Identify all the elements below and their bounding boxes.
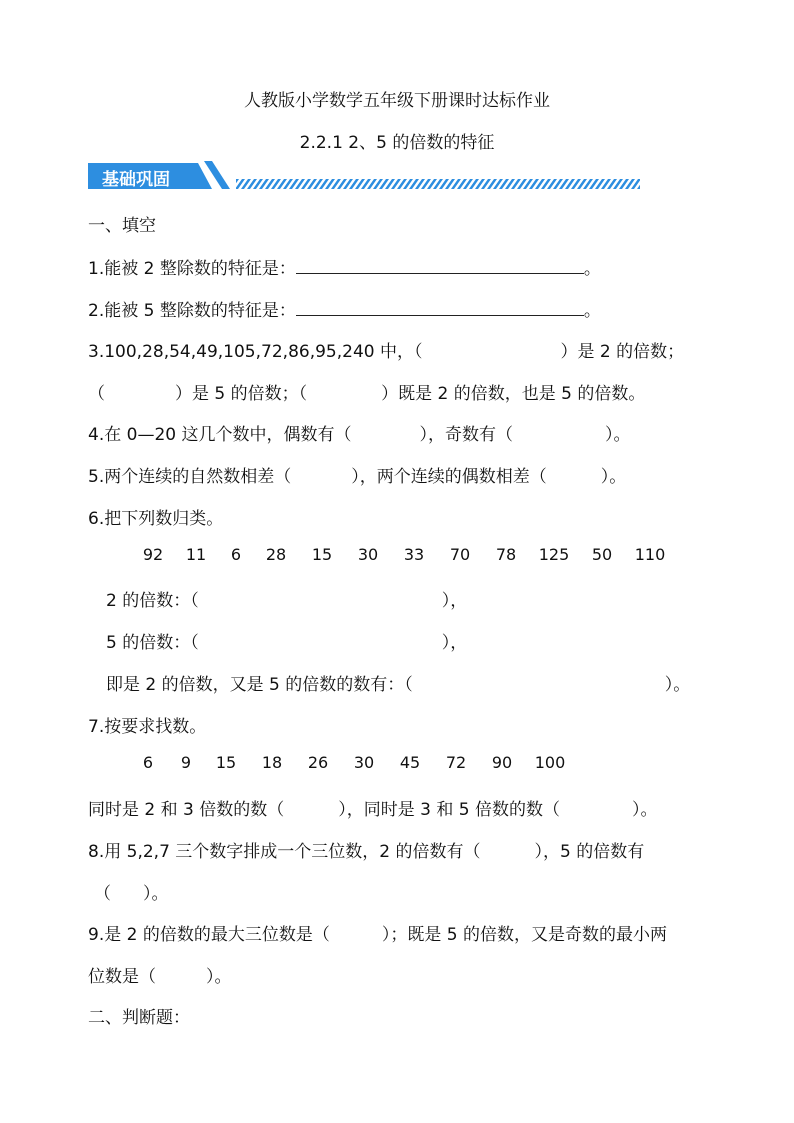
- q6-number: 50: [591, 545, 613, 564]
- q8-part-d: ）。: [143, 884, 169, 904]
- question-9-line2: [88, 962, 232, 987]
- q6-number: 125: [538, 545, 570, 564]
- question-5: [88, 462, 626, 487]
- q4-part-c: ）。: [604, 425, 631, 445]
- q4-part-b: ），奇数有（: [419, 425, 513, 445]
- q3-paren-a: （: [88, 384, 105, 404]
- q8-part-c: （: [94, 884, 111, 904]
- q6-number: 15: [311, 545, 333, 564]
- question-1: [88, 254, 601, 279]
- q2-answer-line[interactable]: [296, 299, 584, 316]
- q7-number: 45: [399, 753, 421, 772]
- q7-number-row: [138, 753, 568, 772]
- q7-part-a: 同时是 2 和 3 倍数的数（: [88, 800, 285, 820]
- q6-number: 6: [230, 545, 242, 564]
- q7-text: 7.按要求找数。: [88, 717, 207, 737]
- question-9-line1: [88, 920, 667, 945]
- q7-part-b: ），同时是 3 和 5 倍数的数（: [338, 800, 560, 820]
- question-8-line2: [94, 879, 169, 904]
- q4-part-a: 4.在 0—20 这几个数中，偶数有（: [88, 425, 352, 445]
- question-2: [88, 296, 601, 321]
- q7-part-c: ）。: [632, 800, 658, 820]
- q6-number: 30: [357, 545, 379, 564]
- q9-part-b: ）；既是 5 的倍数，又是奇数的最小两: [381, 925, 667, 945]
- q3-line2-end: ）既是 2 的倍数，也是 5 的倍数。: [381, 384, 646, 404]
- page-subtitle: 2.2.1 2、5 的倍数的特征: [299, 133, 495, 153]
- q7-number: 100: [534, 753, 566, 772]
- q6-row5-end: ），: [441, 633, 468, 653]
- q7-number: 90: [491, 753, 513, 772]
- q7-number: 15: [215, 753, 237, 772]
- q6-number: 110: [634, 545, 666, 564]
- q8-part-b: ），5 的倍数有: [534, 842, 645, 862]
- q7-number: 9: [180, 753, 192, 772]
- q2-text: 2.能被 5 整除数的特征是：: [88, 301, 296, 321]
- q9-part-a: 9.是 2 的倍数的最大三位数是（: [88, 925, 330, 945]
- q8-part-a: 8.用 5,2,7 三个数字排成一个三位数，2 的倍数有（: [88, 842, 481, 862]
- q5-part-b: ），两个连续的偶数相差（: [351, 467, 547, 487]
- q6-number: 28: [265, 545, 287, 564]
- q6-both: [106, 670, 690, 695]
- q7-number: 26: [307, 753, 329, 772]
- question-8-line1: [88, 837, 644, 862]
- part2-heading: 二、判断题：: [88, 1008, 190, 1028]
- q6-row2-end: ），: [441, 591, 468, 611]
- q7-number: 6: [142, 753, 154, 772]
- q7-number: 72: [445, 753, 467, 772]
- question-3-line1: [88, 337, 684, 362]
- part1-heading: 一、填空: [88, 216, 156, 236]
- section-banner: [88, 159, 648, 197]
- q6-number: 92: [142, 545, 164, 564]
- q3-line2-mid: ）是 5 的倍数；（: [175, 384, 308, 404]
- banner-stripes: [236, 179, 640, 189]
- q6-both-label: 即是 2 的倍数，又是 5 的倍数的数有：（: [106, 675, 413, 695]
- q6-number: 33: [403, 545, 425, 564]
- q3-line1-post: ）是 2 的倍数；: [560, 342, 685, 362]
- q9-part-d: ）。: [206, 967, 232, 987]
- question-3-line2: [88, 379, 645, 404]
- q6-row5-label: 5 的倍数：（: [106, 633, 199, 653]
- q1-end: 。: [583, 259, 601, 279]
- q6-number-row: [138, 545, 668, 564]
- question-7-answers: [88, 795, 658, 820]
- q5-part-a: 5.两个连续的自然数相差（: [88, 467, 292, 487]
- q6-multiples-of-5: [106, 628, 467, 653]
- q6-multiples-of-2: [106, 586, 467, 611]
- q6-text: 6.把下列数归类。: [88, 509, 224, 529]
- q1-text: 1.能被 2 整除数的特征是：: [88, 259, 296, 279]
- q6-number: 11: [185, 545, 207, 564]
- q3-line1-pre: 3.100,28,54,49,105,72,86,95,240 中，（: [88, 342, 423, 362]
- q6-row2-label: 2 的倍数：（: [106, 591, 199, 611]
- q7-number: 18: [261, 753, 283, 772]
- question-4: [88, 420, 630, 445]
- page-title: 人教版小学数学五年级下册课时达标作业: [244, 91, 550, 111]
- banner-label: 基础巩固: [102, 170, 170, 190]
- q2-end: 。: [583, 301, 601, 321]
- q6-number: 78: [495, 545, 517, 564]
- banner-graphic: [88, 159, 648, 193]
- q6-number: 70: [449, 545, 471, 564]
- q1-answer-line[interactable]: [296, 257, 584, 274]
- q7-number: 30: [353, 753, 375, 772]
- q9-part-c: 位数是（: [88, 967, 156, 987]
- q6-both-end: ）。: [664, 675, 691, 695]
- q5-part-c: ）。: [600, 467, 627, 487]
